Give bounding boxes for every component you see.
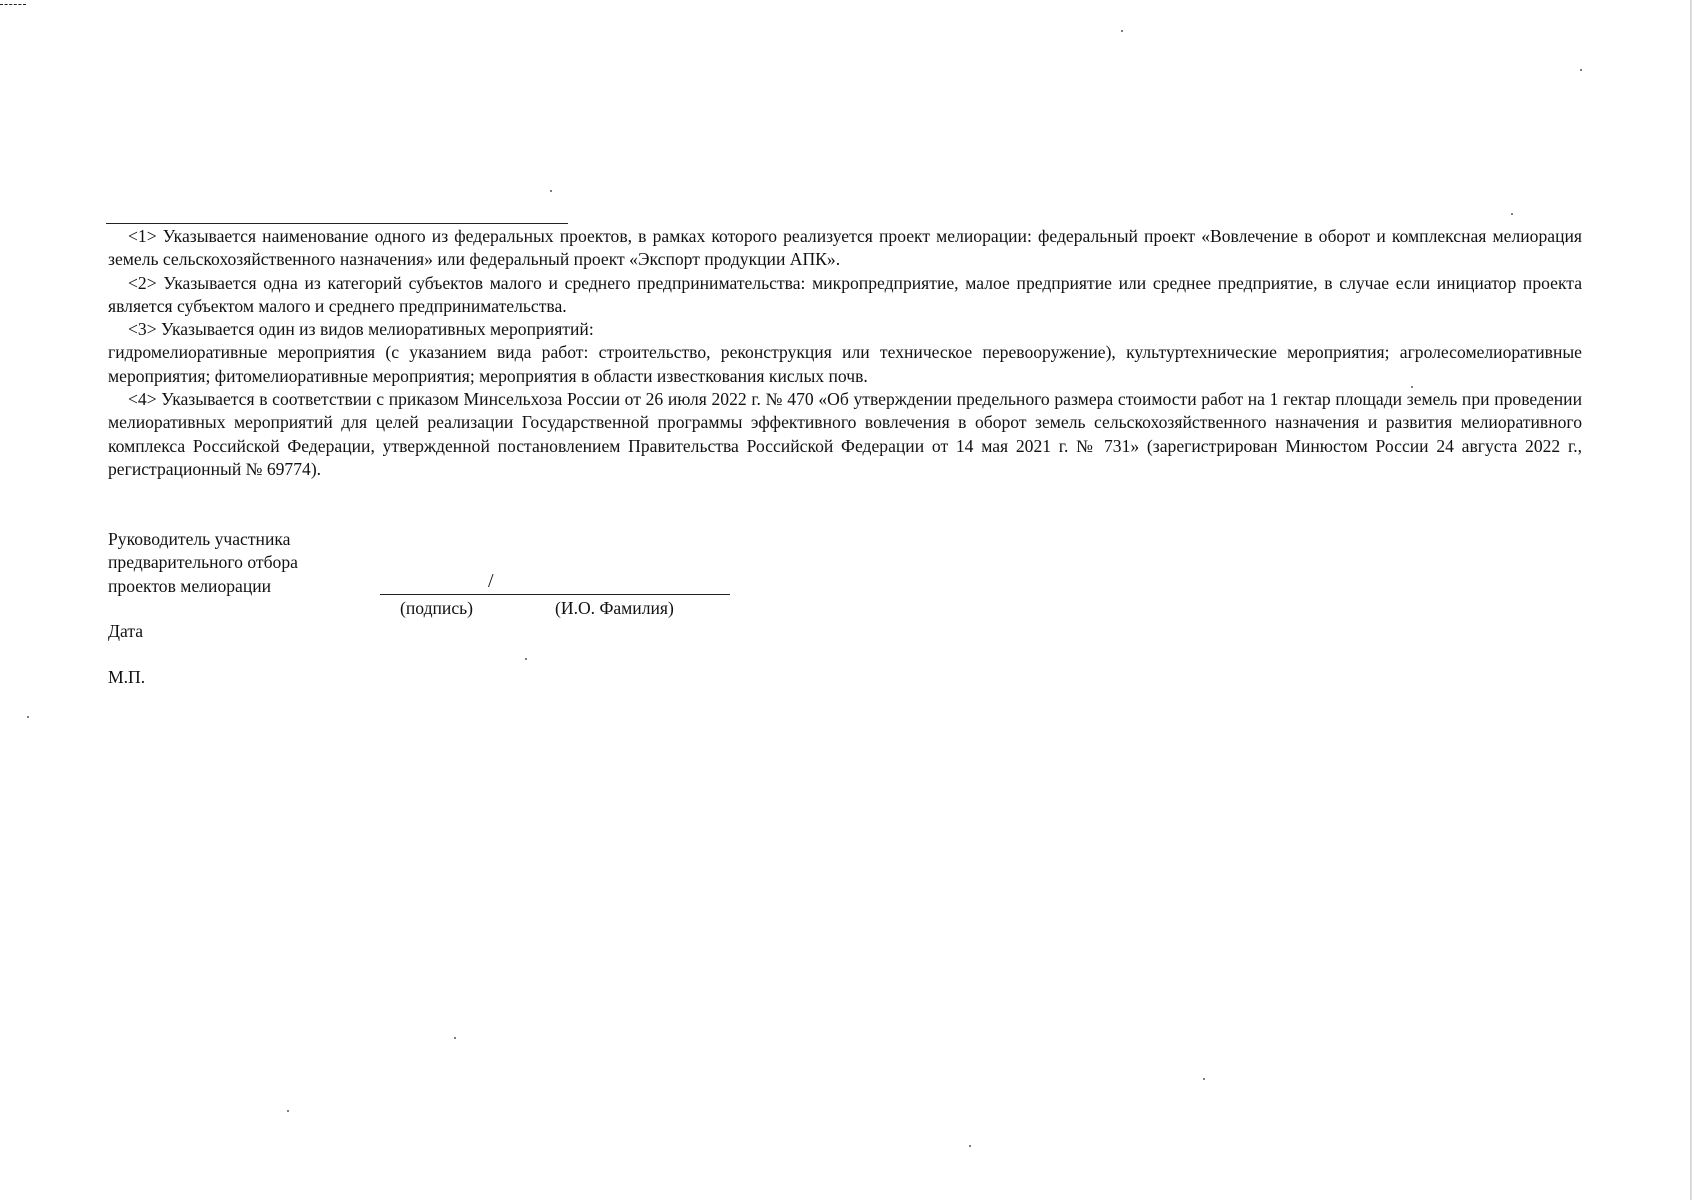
footnote-4: <4> Указывается в соответствии с приказом Минсельхоза России от 26 июля 2022 г. № 470 «Об утверждении предельного размера стоимости работ на 1 гектар площади земель при проведении мелиоративных мероприятий для целей реализации Государственной программы эффективного вовлечения в оборот земель сельскохозяйственного назначения и развития мелиоративного комплекса Российской Федерации, утвержденной постановлением Правительства Российской Федерации от 14 мая 2021 г. № 731» (зарегистрирован Минюстом России 24 августа 2022 г., регистрационный № 69774). xyxy=(108,389,1582,479)
scan-speck xyxy=(1580,69,1582,71)
signatory-title xyxy=(108,528,298,598)
scan-speck xyxy=(525,658,527,660)
scan-speck xyxy=(1203,1078,1205,1080)
signature-line xyxy=(380,594,730,595)
signatory-title-line: предварительного отбора xyxy=(108,552,298,573)
signatory-title-line: Руководитель участника xyxy=(108,529,291,549)
footnote-2: <2> Указывается одна из категорий субъектов малого и среднего предпринимательства: микропредприятие, малое предприятие или среднее предприятие, в случае если инициатор проекта является субъектом малого и среднего предпринимательства. xyxy=(108,272,1582,316)
signatory-title-line: проектов мелиорации xyxy=(108,575,272,596)
scan-speck xyxy=(1511,213,1513,215)
signature-slash: / xyxy=(488,570,494,592)
scan-speck xyxy=(969,1145,971,1147)
footnote-separator xyxy=(106,223,568,224)
scan-speck xyxy=(287,1110,289,1112)
signatory-block xyxy=(108,528,298,598)
scan-speck xyxy=(550,190,552,192)
signature-field xyxy=(380,572,730,620)
footnotes-section xyxy=(108,225,1582,481)
footnote-3-body: гидромелиоративные мероприятия (с указанием вида работ: строительство, реконструкция или техническое перевооружение), культуртехнические мероприятия; агролесомелиоративные мероприятия; фитомелиоративные мероприятия; мероприятия в области известкования кислых почв. xyxy=(108,342,1582,386)
stamp-label: М.П. xyxy=(108,667,146,687)
scan-speck xyxy=(1121,30,1123,32)
footnote-3-heading: <3> Указывается один из видов мелиоративных мероприятий: xyxy=(128,319,594,340)
footnote-1: <1> Указывается наименование одного из федеральных проектов, в рамках которого реализуется проект мелиорации: федеральный проект «Вовлечение в оборот и комплексная мелиорация земель сельскохозяйственного назначения» или федеральный проект «Экспорт продукции АПК». xyxy=(108,226,1582,270)
name-caption: (И.О. Фамилия) xyxy=(555,598,674,618)
date-label: Дата xyxy=(108,621,144,641)
scan-corner-mark xyxy=(0,4,26,5)
signature-caption: (подпись) xyxy=(400,598,474,618)
scan-speck xyxy=(27,716,29,718)
scan-right-edge xyxy=(1690,0,1692,1200)
scan-speck xyxy=(454,1037,456,1039)
